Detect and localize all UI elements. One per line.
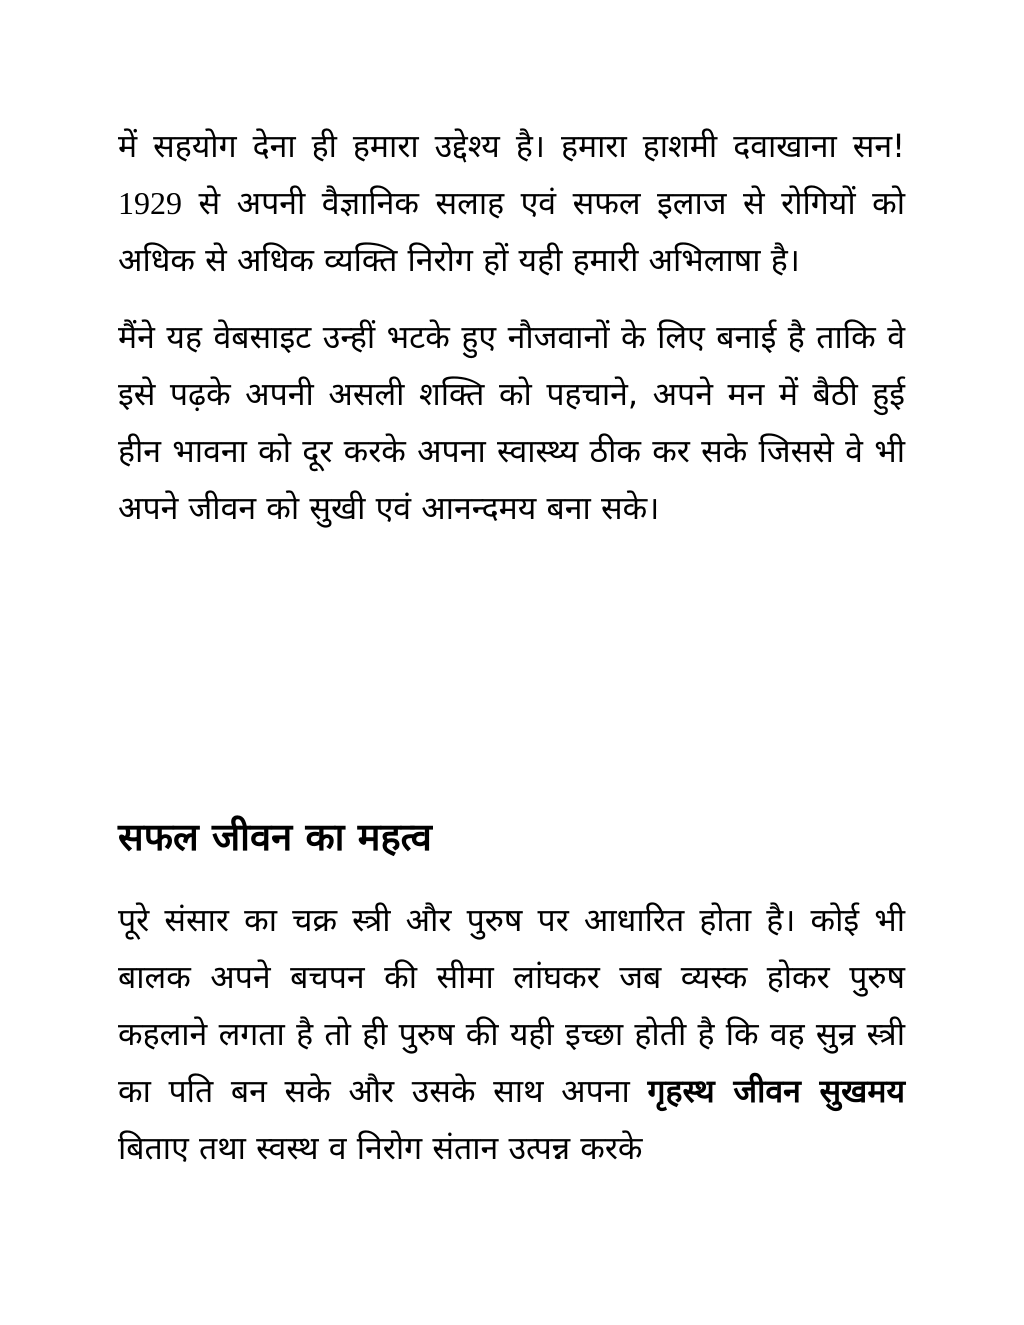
section-content [118,892,905,1177]
paragraph-intro-text-b: से अपनी वैज्ञानिक सलाह एवं सफल इलाज से रोगियों को अधिक से अधिक व्यक्ति निरोग हों यही हमारी अभिलाषा है। [118,184,905,279]
year-number: 1929 [118,185,182,221]
paragraph-life-text-b: बिताए तथा स्वस्थ व निरोग संतान उत्पन्न करके [118,1129,643,1167]
paragraph-website-purpose: मैंने यह वेबसाइट उन्हीं भटके हुए नौजवानों के लिए बनाई है ताकि वे इसे पढ़के अपनी असली शक्ति को पहचाने, अपने मन में बैठी हुई हीन भावना को दूर करके अपना स्वास्थ्य ठीक कर सके जिससे वे भी अपने जीवन को सुखी एवं आनन्दमय बना सके। [118,318,905,527]
paragraph-intro-text-a: में सहयोग देना ही हमारा उद्देश्य है। हमारा हाशमी दवाखाना सन! [118,127,905,165]
paragraph-life-text-a: पूरे संसार का चक्र स्त्री और पुरुष पर आधारित होता है। कोई भी बालक अपने बचपन की सीमा लांघकर जब व्यस्क होकर पुरुष कहलाने लगता है तो ही पुरुष की यही इच्छा होती है कि वह सुन्र स्त्री का पति बन सके और उसके साथ अपना [118,901,905,1110]
paragraph-intro [118,118,905,289]
section-heading: सफल जीवन का महत्व [118,815,432,859]
bold-phrase: गृहस्थ जीवन सुखमय [647,1072,906,1110]
paragraph-life-importance [118,892,905,1177]
document-body [118,118,905,537]
